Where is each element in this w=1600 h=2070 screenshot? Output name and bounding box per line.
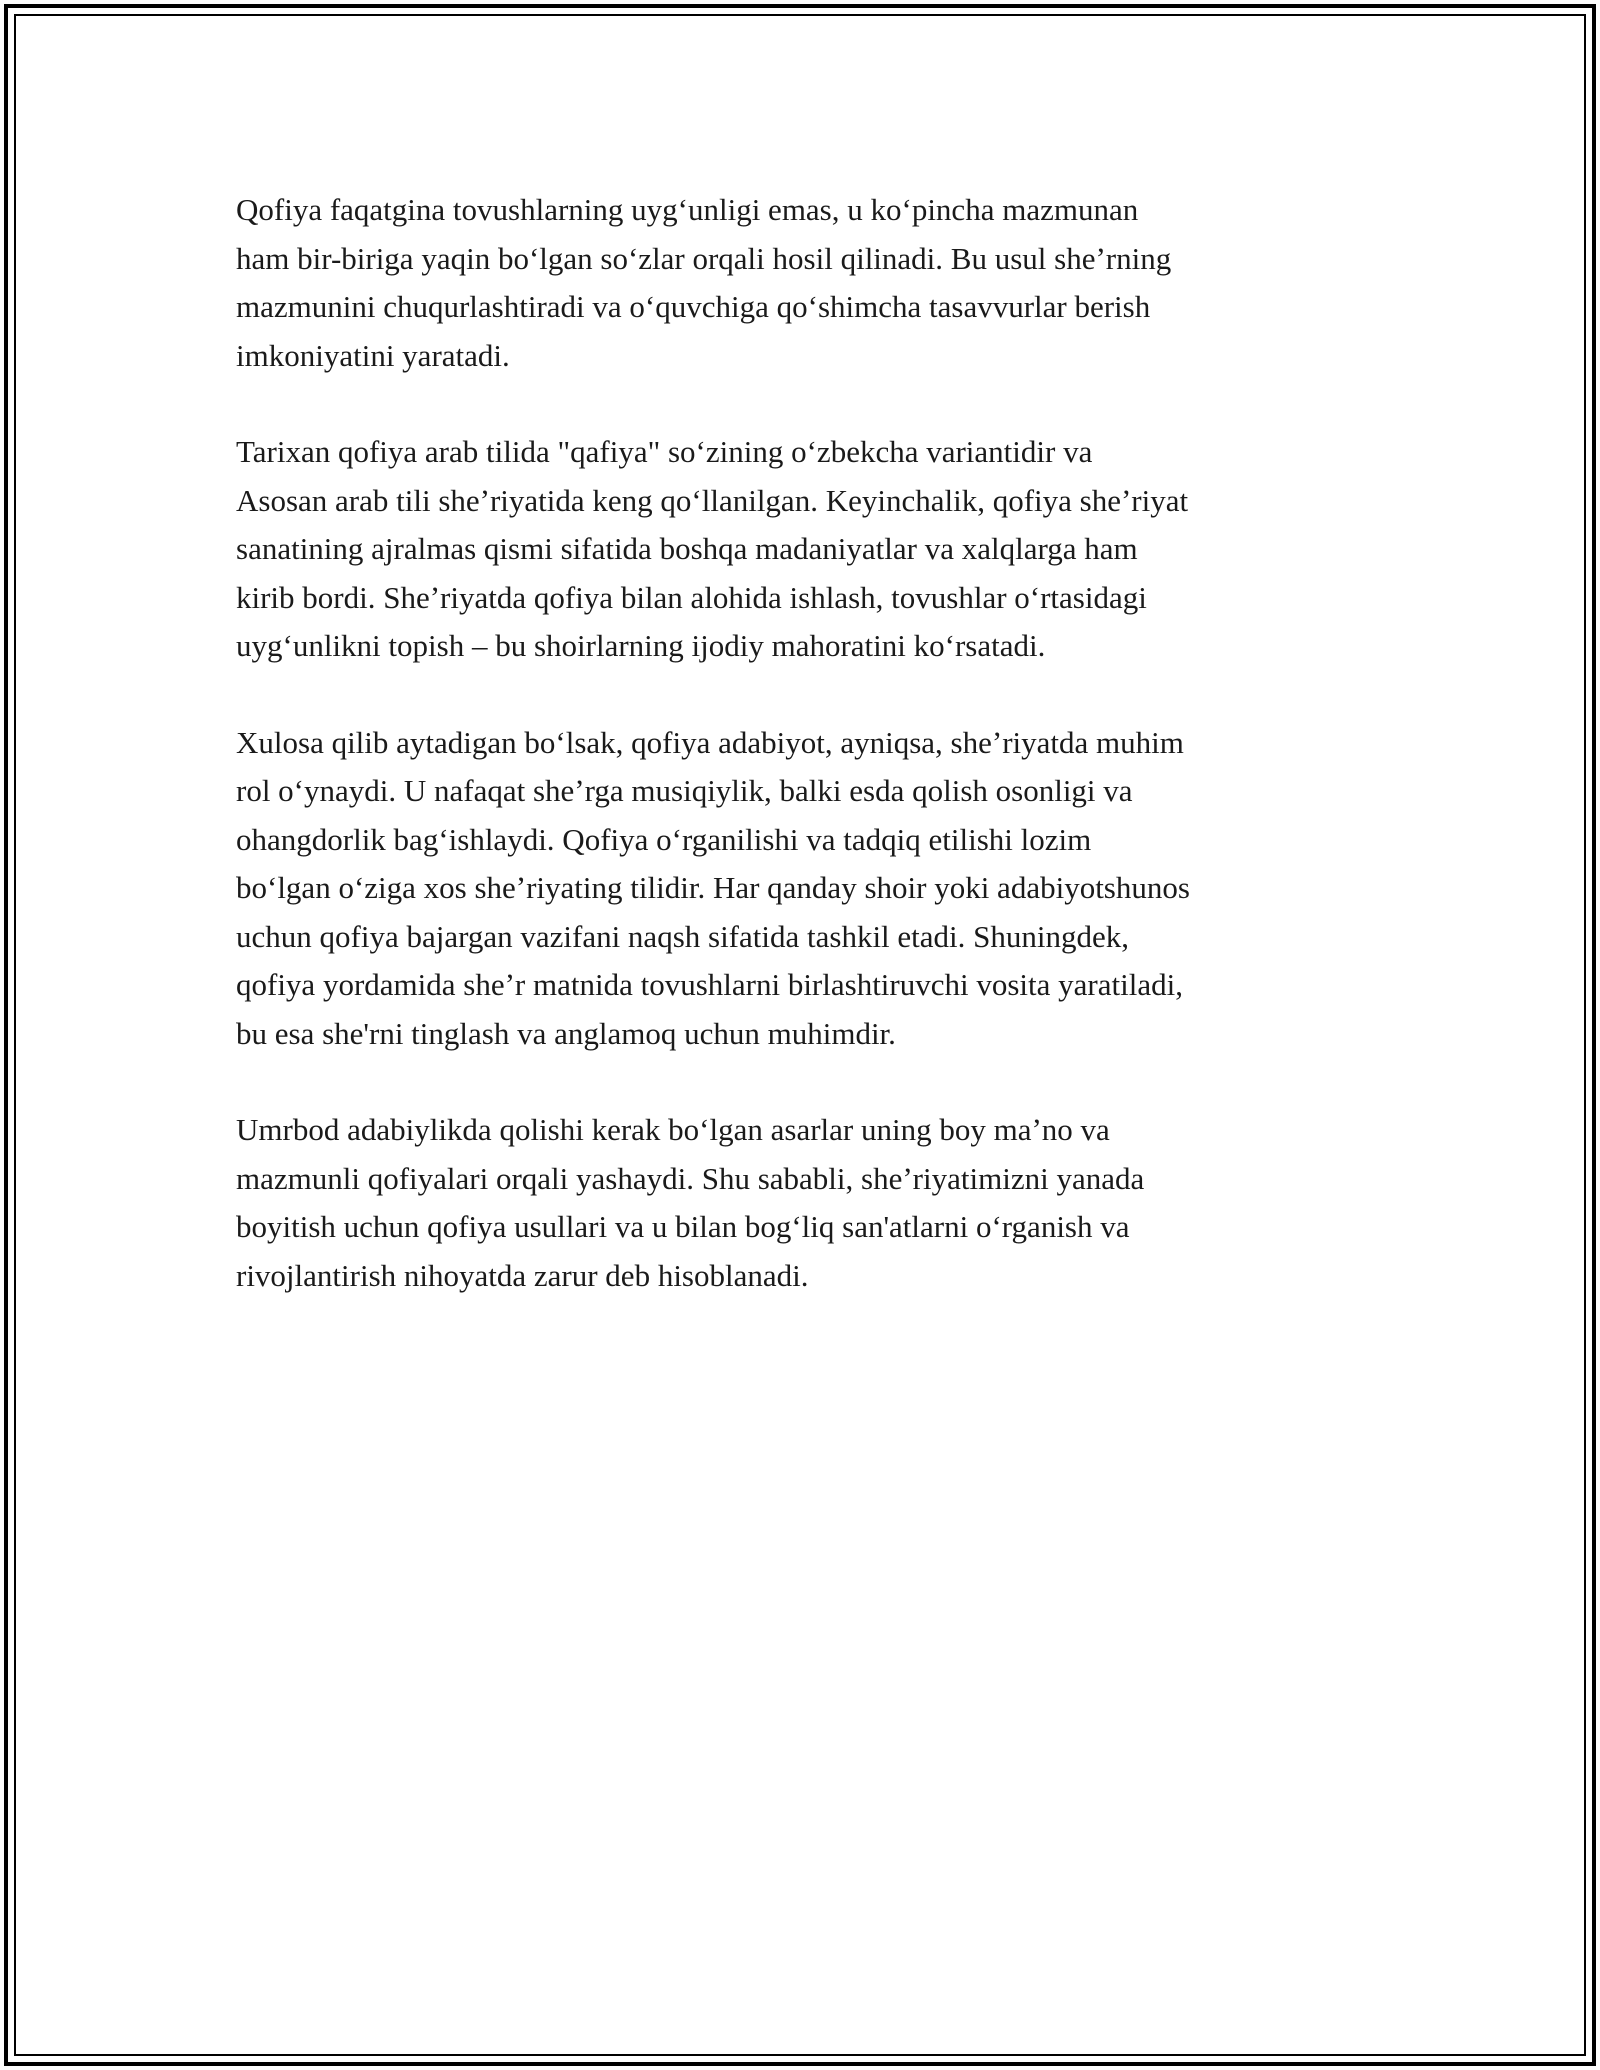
paragraph-line: Asosan arab tili sheʼriyatida keng qoʻllanilgan. Keyinchalik, qofiya sheʼriyat — [236, 482, 1189, 518]
paragraph-line: qofiya yordamida sheʼr matnida tovushlarni birlashtiruvchi vosita yaratiladi, — [236, 967, 1183, 1002]
paragraph-4 — [236, 1106, 1386, 1300]
paragraph-line: uchun qofiya bajargan vazifani naqsh sifatida tashkil etadi. Shuningdek, — [236, 918, 1130, 954]
paragraph-line: bu esa she'rni tinglash va anglamoq uchun muhimdir. — [236, 1015, 896, 1051]
paragraph-1 — [236, 186, 1386, 380]
paragraph-line: mazmunli qofiyalari orqali yashaydi. Shu sababli, sheʼriyatimizni yanada — [236, 1160, 1145, 1196]
paragraph-line: Xulosa qilib aytadigan boʻlsak, qofiya adabiyot, ayniqsa, sheʼriyatda muhim — [236, 724, 1184, 760]
paragraph-line: Qofiya faqatgina tovushlarning uygʻunligi emas, u koʻpincha mazmunan — [236, 192, 1139, 227]
paragraph-line: kirib bordi. Sheʼriyatda qofiya bilan alohida ishlash, tovushlar oʻrtasidagi — [236, 579, 1147, 615]
paragraph-line: Umrbod adabiylikda qolishi kerak boʻlgan asarlar uning boy maʼno va — [236, 1112, 1110, 1147]
paragraph-line: rivojlantirish nihoyatda zarur deb hisoblanadi. — [236, 1257, 809, 1293]
paragraph-line: imkoniyatini yaratadi. — [236, 337, 510, 373]
paragraph-3 — [236, 719, 1386, 1059]
paragraph-line: uygʻunlikni topish – bu shoirlarning ijodiy mahoratini koʻrsatadi. — [236, 628, 1046, 663]
paragraph-line: ham bir-biriga yaqin boʻlgan soʻzlar orqali hosil qilinadi. Bu usul sheʼrning — [236, 240, 1172, 276]
paragraph-line: ohangdorlik bagʻishlaydi. Qofiya oʻrganilishi va tadqiq etilishi lozim — [236, 821, 1092, 857]
paragraph-2 — [236, 428, 1386, 671]
paragraph-line: Tarixan qofiya arab tilida "qafiya" soʻzining oʻzbekcha variantidir va — [236, 434, 1093, 469]
paragraph-line: rol oʻynaydi. U nafaqat sheʼrga musiqiylik, balki esda qolish osonligi va — [236, 773, 1133, 808]
document-body — [236, 186, 1386, 1348]
paragraph-line: boyitish uchun qofiya usullari va u bilan bogʻliq san'atlarni oʻrganish va — [236, 1209, 1130, 1244]
paragraph-line: boʻlgan oʻziga xos sheʼriyating tilidir. Har qanday shoir yoki adabiyotshunos — [236, 870, 1190, 905]
paragraph-line: mazmunini chuqurlashtiradi va oʻquvchiga qoʻshimcha tasavvurlar berish — [236, 289, 1151, 324]
paragraph-line: sanatining ajralmas qismi sifatida boshqa madaniyatlar va xalqlarga ham — [236, 531, 1138, 566]
